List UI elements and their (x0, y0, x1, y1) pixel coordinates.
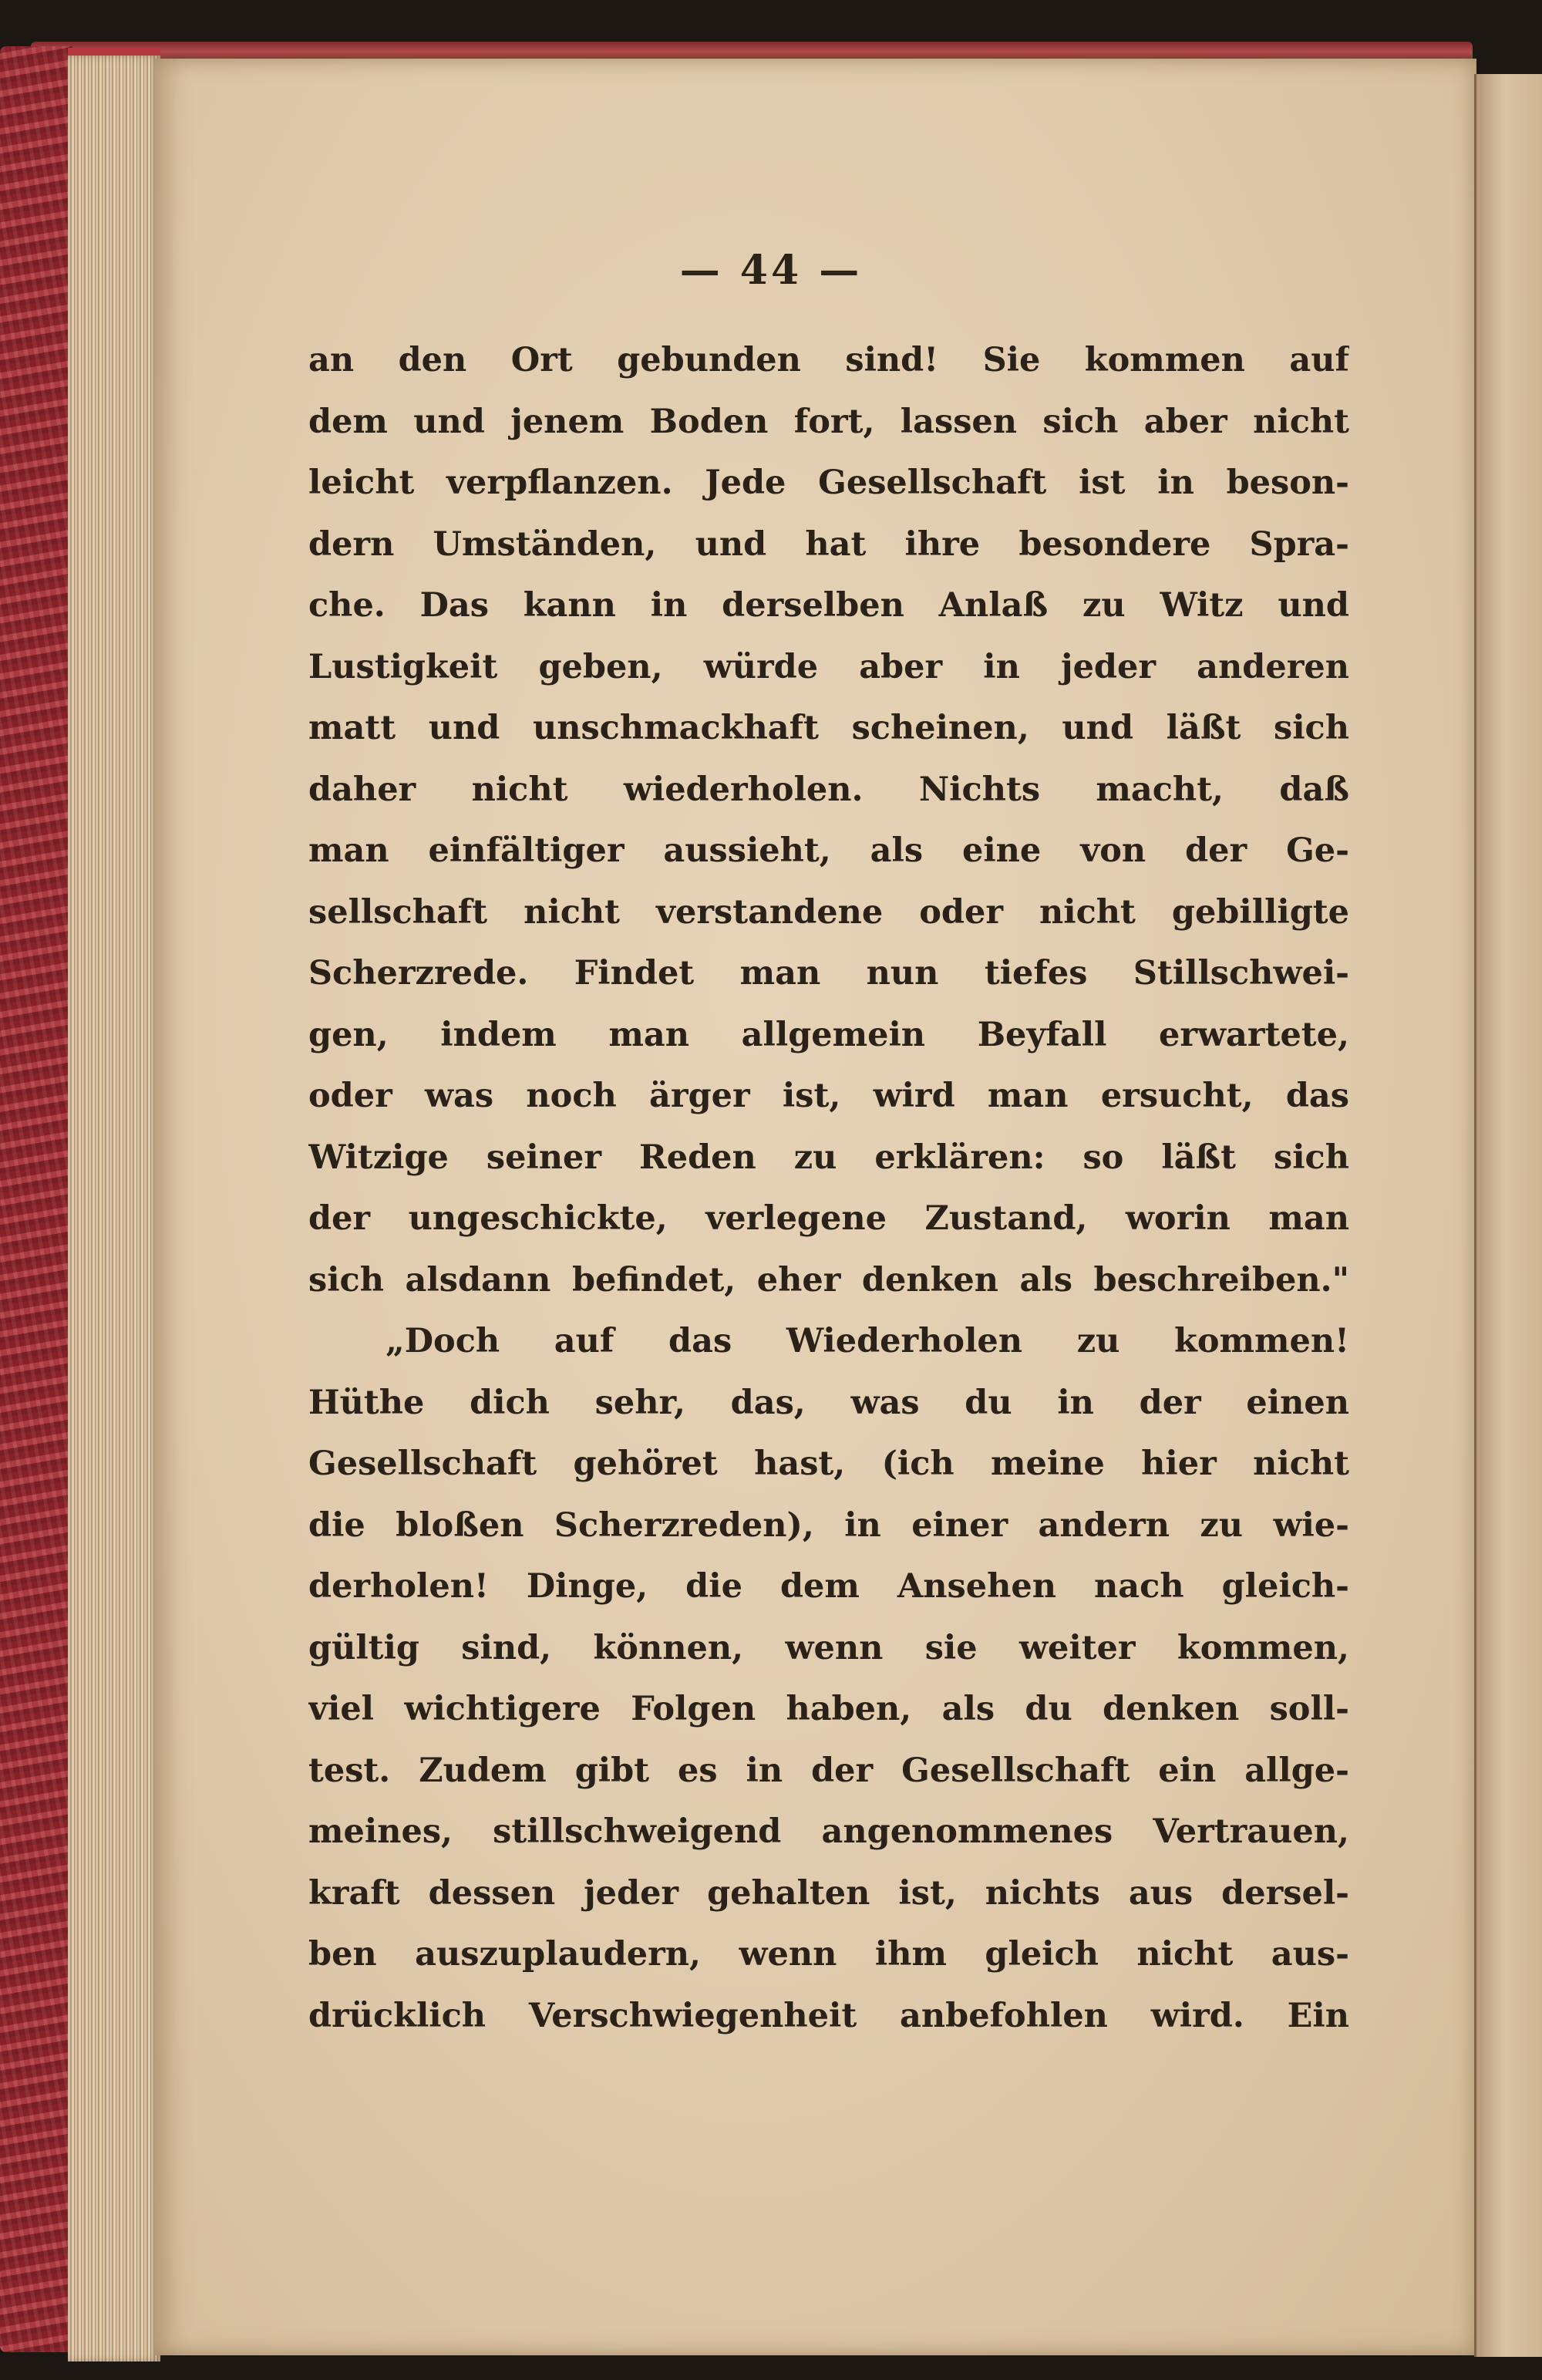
text-line: Gesellschaft gehöret hast, (ich meine hier nicht (308, 1445, 1349, 1483)
text-line: „Doch auf das Wiederholen zu kommen! (386, 1322, 1349, 1360)
text-line: kraft dessen jeder gehalten ist, nichts aus dersel- (308, 1873, 1349, 1913)
text-line: gültig sind, können, wenn sie weiter kommen, (308, 1628, 1349, 1667)
text-line: ben auszuplaudern, wenn ihm gleich nicht aus- (308, 1935, 1349, 1974)
text-line: oder was noch ärger ist, wird man ersucht, das (308, 1077, 1349, 1115)
text-line: drücklich Verschwiegenheit anbefohlen wird. Ein (308, 1996, 1349, 2035)
text-line: dern Umständen, und hat ihre besondere Spra- (308, 524, 1349, 564)
text-line: daher nicht wiederholen. Nichts macht, daß (308, 770, 1349, 809)
text-line: Witzige seiner Reden zu erklären: so läßt sich (308, 1138, 1349, 1177)
text-line: derholen! Dinge, die dem Ansehen nach gleich- (308, 1567, 1349, 1606)
text-line: sellschaft nicht verstandene oder nicht gebilligte (308, 892, 1349, 932)
page-number: — 44 — (679, 247, 863, 294)
text-line: Lustigkeit geben, würde aber in jeder anderen (308, 647, 1349, 686)
text-line: gen, indem man allgemein Beyfall erwartete, (308, 1015, 1349, 1054)
book-cover-marbled (0, 46, 72, 2352)
page-text (308, 330, 1349, 2047)
text-line: Hüthe dich sehr, das, was du in der einen (308, 1383, 1349, 1422)
text-line: man einfältiger aussieht, als eine von der Ge- (308, 831, 1349, 870)
text-line: matt und unschmackhaft scheinen, und läßt sich (308, 709, 1349, 747)
text-line: viel wichtigere Folgen haben, als du denken soll- (308, 1690, 1349, 1728)
text-line: der ungeschickte, verlegene Zustand, worin man (308, 1199, 1349, 1238)
text-line: test. Zudem gibt es in der Gesellschaft ein allge- (308, 1751, 1349, 1790)
text-line: leicht verpflanzen. Jede Gesellschaft ist in beson- (308, 464, 1349, 502)
text-line: die bloßen Scherzreden), in einer andern zu wie- (308, 1505, 1349, 1545)
text-line: meines, stillschweigend angenommenes Vertrauen, (308, 1812, 1349, 1851)
text-line: Scherzrede. Findet man nun tiefes Stillschwei- (308, 954, 1349, 993)
text-line: sich alsdann befindet, eher denken als beschreiben." (308, 1260, 1349, 1300)
text-line: dem und jenem Boden fort, lassen sich aber nicht (308, 402, 1349, 441)
facing-page-edge (1474, 74, 1542, 2357)
text-line: an den Ort gebunden sind! Sie kommen auf (308, 341, 1349, 379)
text-line: che. Das kann in derselben Anlaß zu Witz und (308, 586, 1349, 625)
page-edges-stack (68, 48, 160, 2361)
